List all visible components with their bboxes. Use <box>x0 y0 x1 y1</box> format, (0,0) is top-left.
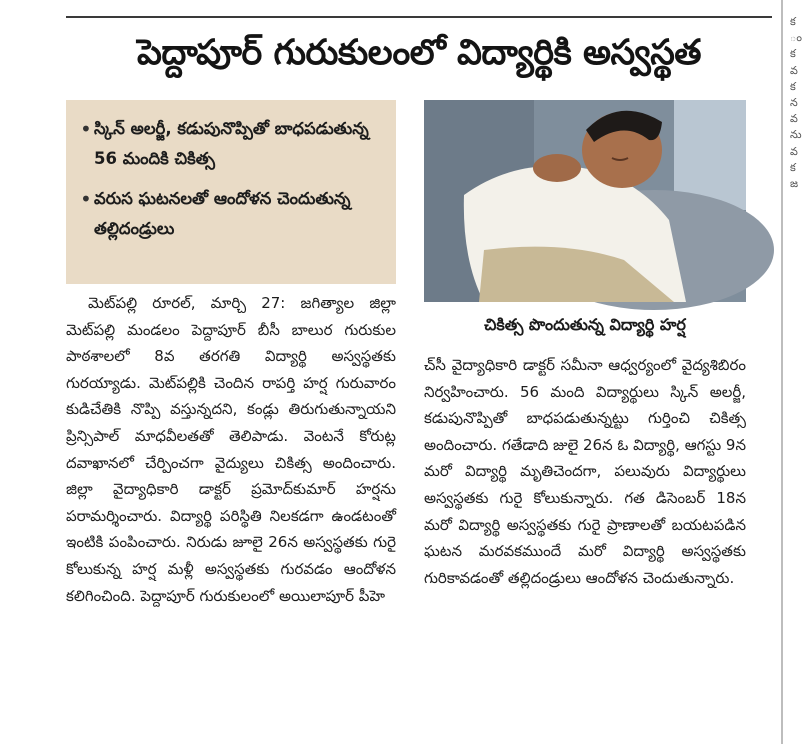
adjacent-column-fragment: క ం క వ క న వ ను వ క జ <box>790 15 802 191</box>
article-column-left <box>66 290 396 609</box>
article-column-right <box>424 352 746 591</box>
headline: పెద్దాపూర్ గురుకులంలో విద్యార్థికి అస్వస్థత <box>136 33 702 73</box>
article-paragraph: మెట్‌పల్లి రూరల్, మార్చి 27: జగిత్యాల జిల్లా మెట్‌పల్లి మండలం పెద్దాపూర్ బీసీ బాలుర గురుకుల పాఠశాలలో 8వ తరగతి విద్యార్థి అస్వస్థతకు గురయ్యాడు. మెట్‌పల్లికి చెందిన రాపర్తి హర్ష గురువారం కుడిచేతికి నొప్పి వస్తున్నదని, కండ్లు తిరుగుతున్నాయని ప్రిన్సిపాల్ మాధవీలతతో తెలిపాడు. వెంటనే కోరుట్ల దవాఖానలో చేర్పించగా వైద్యులు చికిత్స అందించారు. జిల్లా వైద్యాధికారి డాక్టర్ ప్రమోద్‌కుమార్ హర్షను పరామర్శించారు. విద్యార్థి పరిస్థితి నిలకడగా ఉండటంతో ఇంటికి పంపించారు. నిరుడు జూలై 26న అస్వస్థతకు గురై కోలుకున్న హర్ష మళ్లీ అస్వస్థతకు గురవడం ఆందోళన కలిగించింది. పెద్దాపూర్ గురుకులంలో అయిలాపూర్ పీహె <box>66 294 396 605</box>
highlight-item <box>80 114 384 174</box>
article-paragraph: చ్‌సీ వైద్యాధికారి డాక్టర్ సమీనా ఆధ్వర్యంలో వైద్యశిబిరం నిర్వహించారు. 56 మంది విద్యార్థులు స్కిన్ అలర్జీ, కడుపునొప్పితో బాధపడుతున్నట్టు గుర్తించి చికిత్స అందించారు. గతేడాది జులై 26న ఓ విద్యార్థి, ఆగస్టు 9న మరో విద్యార్థి మృతిచెందగా, పలువురు విద్యార్థులు అస్వస్థతకు గురై కోలుకున్నారు. గత డిసెంబర్ 18న మరో విద్యార్థి అస్వస్థతకు గురై ప్రాణాలతో బయటపడిన ఘటన మరవకముందే మరో విద్యార్థి అస్వస్థతకు గురికావడంతో తల్లిదండ్రులు ఆందోళన చెందుతున్నారు. <box>424 356 746 587</box>
highlight-text: వరుస ఘటనలతో ఆందోళన చెందుతున్న తల్లిదండ్రులు <box>94 189 351 238</box>
bullet-icon: • <box>80 187 92 211</box>
highlight-item <box>80 184 384 244</box>
column-divider <box>781 0 783 744</box>
highlight-text: స్కిన్ అలర్జీ, కడుపునొప్పితో బాధపడుతున్న 56 మందికి చికిత్స <box>94 119 369 168</box>
photo-caption: చికిత్స పొందుతున్న విద్యార్థి హర్ష <box>484 315 686 334</box>
top-rule <box>66 16 772 18</box>
student-photo <box>424 100 746 302</box>
highlights-box <box>66 100 396 284</box>
bullet-icon: • <box>80 117 92 141</box>
